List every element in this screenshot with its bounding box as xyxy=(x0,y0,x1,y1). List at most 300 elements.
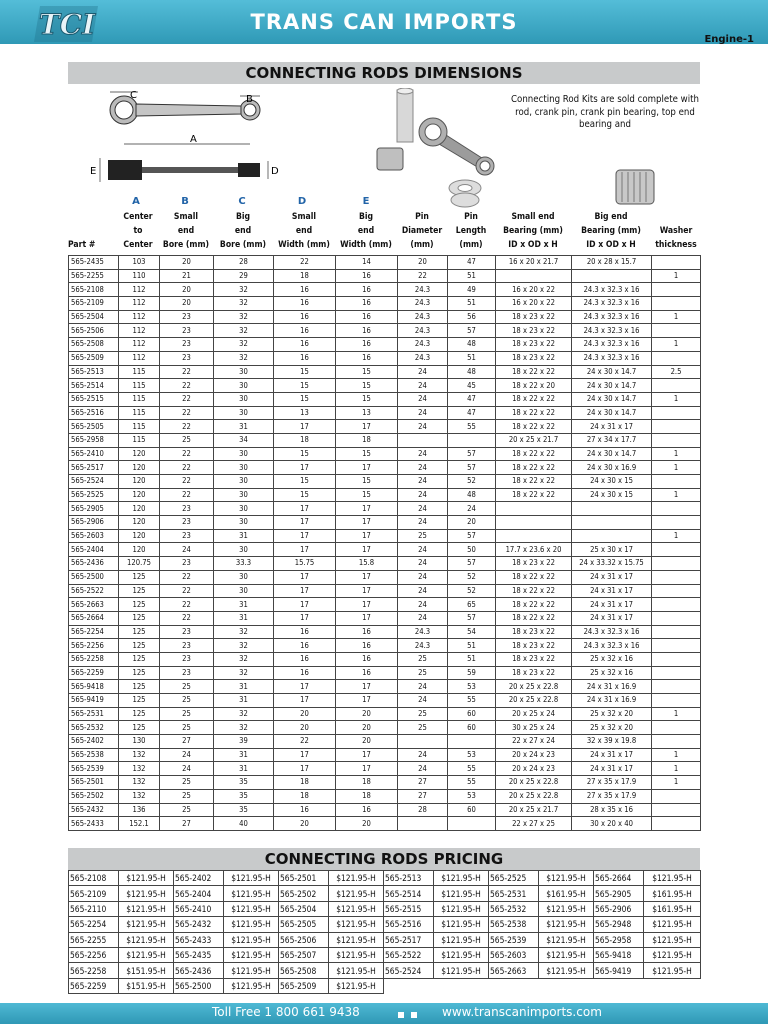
table-cell: 52 xyxy=(448,570,496,584)
table-cell: 23 xyxy=(160,529,214,543)
footer-url[interactable]: www.transcanimports.com xyxy=(442,1005,602,1019)
price-value: $121.95-H xyxy=(539,963,594,978)
table-cell: 39 xyxy=(214,735,274,749)
table-cell: 60 xyxy=(448,721,496,735)
dimensions-title: CONNECTING RODS DIMENSIONS xyxy=(68,62,700,84)
table-cell: 27 xyxy=(398,789,448,803)
table-cell: 18 x 22 x 22 xyxy=(496,584,572,598)
price-part-number: 565-2254 xyxy=(69,917,119,932)
price-part-number: 565-2663 xyxy=(489,963,539,978)
table-cell: 20 x 25 x 21.7 xyxy=(496,433,572,447)
table-cell: 15 xyxy=(336,488,398,502)
table-cell: 20 xyxy=(160,256,214,270)
table-row xyxy=(69,310,701,324)
table-cell: 24.3 x 32.3 x 16 xyxy=(572,639,652,653)
price-value: $121.95-H xyxy=(434,932,489,947)
table-row xyxy=(69,789,701,803)
header-title: TRANS CAN IMPORTS xyxy=(250,10,518,34)
table-cell: 22 xyxy=(160,392,214,406)
table-cell: 57 xyxy=(448,324,496,338)
table-cell: 132 xyxy=(119,762,160,776)
table-cell: 15 xyxy=(274,475,336,489)
table-row xyxy=(69,351,701,365)
table-row xyxy=(69,269,701,283)
table-cell: 565-2255 xyxy=(69,269,119,283)
table-cell: 24 xyxy=(398,543,448,557)
diagram-label-a: A xyxy=(190,134,197,145)
table-cell: 17 xyxy=(336,748,398,762)
header-center: Center to Center xyxy=(123,212,153,250)
table-cell: 17 xyxy=(336,529,398,543)
price-value: $121.95-H xyxy=(434,886,489,901)
connecting-rod-diagram xyxy=(90,88,280,198)
table-cell: 55 xyxy=(448,694,496,708)
price-row xyxy=(69,978,701,993)
price-row xyxy=(69,947,701,962)
table-cell: 120 xyxy=(119,516,160,530)
table-cell: 565-2436 xyxy=(69,557,119,571)
price-value: $121.95-H xyxy=(434,963,489,978)
table-cell: 13 xyxy=(274,406,336,420)
table-row xyxy=(69,598,701,612)
table-cell: 24.3 x 32.3 x 16 xyxy=(572,297,652,311)
price-row xyxy=(69,932,701,947)
table-cell: 15 xyxy=(336,365,398,379)
table-cell: 15.8 xyxy=(336,557,398,571)
table-cell: 15 xyxy=(274,488,336,502)
table-cell: 22 x 27 x 24 xyxy=(496,735,572,749)
table-cell: 30 xyxy=(214,570,274,584)
table-cell: 24 xyxy=(398,392,448,406)
table-cell: 1 xyxy=(652,488,701,502)
table-cell: 24 x 31 x 17 xyxy=(572,584,652,598)
table-cell: 110 xyxy=(119,269,160,283)
table-cell: 24.3 xyxy=(398,625,448,639)
table-cell: 565-2108 xyxy=(69,283,119,297)
table-cell xyxy=(652,694,701,708)
table-cell: 45 xyxy=(448,379,496,393)
table-cell: 115 xyxy=(119,406,160,420)
col-letter-a: A xyxy=(132,196,140,207)
table-cell: 47 xyxy=(448,392,496,406)
table-cell xyxy=(652,721,701,735)
table-cell: 49 xyxy=(448,283,496,297)
price-part-number: 565-2432 xyxy=(174,917,224,932)
table-cell: 20 xyxy=(336,735,398,749)
table-row xyxy=(69,748,701,762)
table-cell: 20 xyxy=(274,721,336,735)
table-cell: 17 xyxy=(274,461,336,475)
table-cell: 24 xyxy=(398,475,448,489)
price-value: $121.95-H xyxy=(119,947,174,962)
table-cell: 30 xyxy=(214,516,274,530)
table-cell: 565-2506 xyxy=(69,324,119,338)
table-row xyxy=(69,447,701,461)
table-cell: 17 xyxy=(336,516,398,530)
table-cell: 24.3 xyxy=(398,283,448,297)
price-value: $121.95-H xyxy=(644,917,701,932)
price-value: $121.95-H xyxy=(539,917,594,932)
table-cell: 22 xyxy=(160,488,214,502)
table-cell: 27 x 34 x 17.7 xyxy=(572,433,652,447)
footer-phone: Toll Free 1 800 661 9438 xyxy=(212,1005,360,1019)
table-cell: 18 x 22 x 22 xyxy=(496,611,572,625)
table-cell: 565-2958 xyxy=(69,433,119,447)
table-cell: 24.3 xyxy=(398,639,448,653)
table-cell: 31 xyxy=(214,529,274,543)
price-part-number: 565-2258 xyxy=(69,963,119,978)
price-value: $121.95-H xyxy=(329,901,384,916)
table-cell: 565-9419 xyxy=(69,694,119,708)
table-cell: 55 xyxy=(448,762,496,776)
table-cell: 120 xyxy=(119,488,160,502)
table-cell xyxy=(496,269,572,283)
table-cell: 22 xyxy=(160,598,214,612)
table-cell xyxy=(652,652,701,666)
table-row xyxy=(69,639,701,653)
table-cell: 24 xyxy=(398,598,448,612)
price-part-number: 565-2532 xyxy=(489,901,539,916)
table-cell: 565-2516 xyxy=(69,406,119,420)
table-cell: 17 xyxy=(274,516,336,530)
table-row xyxy=(69,392,701,406)
table-cell: 51 xyxy=(448,652,496,666)
table-cell: 17 xyxy=(336,570,398,584)
table-cell: 16 xyxy=(274,652,336,666)
price-part-number: 565-2109 xyxy=(69,886,119,901)
table-row xyxy=(69,420,701,434)
table-cell: 24 x 31 x 17 xyxy=(572,611,652,625)
table-cell: 125 xyxy=(119,666,160,680)
table-cell: 17 xyxy=(336,502,398,516)
table-cell: 24 x 30 x 14.7 xyxy=(572,365,652,379)
table-cell: 32 xyxy=(214,721,274,735)
table-cell: 47 xyxy=(448,406,496,420)
table-cell: 30 xyxy=(214,584,274,598)
footer-square-2 xyxy=(411,1012,417,1018)
table-cell: 25 xyxy=(160,721,214,735)
table-cell: 17 xyxy=(336,611,398,625)
price-value: $121.95-H xyxy=(434,901,489,916)
table-cell: 18 x 22 x 22 xyxy=(496,406,572,420)
price-value: $121.95-H xyxy=(224,947,279,962)
table-cell: 16 xyxy=(274,625,336,639)
table-cell: 565-9418 xyxy=(69,680,119,694)
table-cell xyxy=(652,557,701,571)
table-cell: 23 xyxy=(160,652,214,666)
price-value: $121.95-H xyxy=(329,963,384,978)
table-row xyxy=(69,680,701,694)
table-cell: 16 xyxy=(336,283,398,297)
table-cell xyxy=(496,529,572,543)
price-value: $121.95-H xyxy=(119,886,174,901)
header-washer: Washer thickness xyxy=(655,226,697,250)
table-row xyxy=(69,256,701,270)
table-cell: 24.3 x 32.3 x 16 xyxy=(572,324,652,338)
col-letter-e: E xyxy=(362,196,370,207)
price-value: $121.95-H xyxy=(224,871,279,886)
table-cell: 17.7 x 23.6 x 20 xyxy=(496,543,572,557)
price-part-number: 565-9419 xyxy=(594,963,644,978)
price-value: $121.95-H xyxy=(644,947,701,962)
table-row xyxy=(69,461,701,475)
table-cell: 32 xyxy=(214,324,274,338)
table-cell: 24 x 33.32 x 15.75 xyxy=(572,557,652,571)
table-cell: 30 xyxy=(214,488,274,502)
price-value: $121.95-H xyxy=(329,917,384,932)
table-cell: 57 xyxy=(448,461,496,475)
table-row xyxy=(69,694,701,708)
table-cell xyxy=(652,502,701,516)
table-cell: 27 x 35 x 17.9 xyxy=(572,789,652,803)
price-part-number: 565-2436 xyxy=(174,963,224,978)
table-row xyxy=(69,365,701,379)
table-cell xyxy=(652,680,701,694)
table-cell: 565-2109 xyxy=(69,297,119,311)
price-part-number: 565-2504 xyxy=(279,901,329,916)
table-cell: 17 xyxy=(336,584,398,598)
table-cell xyxy=(652,735,701,749)
table-cell: 18 xyxy=(336,776,398,790)
table-cell: 28 xyxy=(214,256,274,270)
price-part-number: 565-2255 xyxy=(69,932,119,947)
table-cell: 24 xyxy=(398,488,448,502)
price-part-number: 565-2502 xyxy=(279,886,329,901)
diagram-label-c: C xyxy=(130,90,137,101)
table-cell: 115 xyxy=(119,379,160,393)
price-part-number: 565-2256 xyxy=(69,947,119,962)
table-cell: 25 xyxy=(398,652,448,666)
price-value: $121.95-H xyxy=(539,901,594,916)
diagram-label-e: E xyxy=(90,166,97,177)
price-part-number: 565-2905 xyxy=(594,886,644,901)
price-part-number: 565-2958 xyxy=(594,932,644,947)
table-cell: 20 x 25 x 22.8 xyxy=(496,776,572,790)
table-cell: 23 xyxy=(160,324,214,338)
table-cell: 23 xyxy=(160,502,214,516)
price-value: $121.95-H xyxy=(539,932,594,947)
price-part-number: 565-2515 xyxy=(384,901,434,916)
table-cell: 16 xyxy=(336,652,398,666)
table-cell: 20 x 25 x 24 xyxy=(496,707,572,721)
table-cell: 16 xyxy=(336,639,398,653)
table-cell: 25 xyxy=(398,666,448,680)
kit-note: Connecting Rod Kits are sold complete with rod, crank pin, crank pin bearing, top end bearing and xyxy=(511,94,699,130)
table-cell xyxy=(652,666,701,680)
table-row xyxy=(69,406,701,420)
table-cell: 565-2435 xyxy=(69,256,119,270)
table-cell: 35 xyxy=(214,776,274,790)
table-cell: 125 xyxy=(119,639,160,653)
table-cell: 24 x 31 x 17 xyxy=(572,762,652,776)
table-cell: 59 xyxy=(448,666,496,680)
table-row xyxy=(69,433,701,447)
price-row xyxy=(69,901,701,916)
table-cell: 24 x 30 x 14.7 xyxy=(572,392,652,406)
table-cell: 130 xyxy=(119,735,160,749)
table-cell: 31 xyxy=(214,762,274,776)
table-cell: 16 xyxy=(336,324,398,338)
price-part-number: 565-2110 xyxy=(69,901,119,916)
table-cell: 24 xyxy=(398,406,448,420)
diagram-label-d: D xyxy=(271,166,279,177)
header-pin-diameter: Pin Diameter (mm) xyxy=(401,212,443,250)
table-cell: 565-2906 xyxy=(69,516,119,530)
table-cell: 31 xyxy=(214,680,274,694)
table-cell: 22 xyxy=(160,420,214,434)
table-cell: 1 xyxy=(652,269,701,283)
table-cell: 24 x 30 x 16.9 xyxy=(572,461,652,475)
table-cell: 17 xyxy=(274,543,336,557)
table-cell: 48 xyxy=(448,488,496,502)
col-letter-c: C xyxy=(238,196,246,207)
header-part: Part # xyxy=(68,240,96,250)
table-cell: 22 xyxy=(160,584,214,598)
table-cell: 25 xyxy=(160,803,214,817)
table-cell: 57 xyxy=(448,611,496,625)
table-cell: 18 x 22 x 20 xyxy=(496,379,572,393)
table-cell: 23 xyxy=(160,351,214,365)
table-cell: 25 xyxy=(160,680,214,694)
table-row xyxy=(69,488,701,502)
table-cell: 18 x 22 x 22 xyxy=(496,570,572,584)
table-cell: 152.1 xyxy=(119,817,160,831)
table-cell: 565-2402 xyxy=(69,735,119,749)
table-cell: 1 xyxy=(652,529,701,543)
table-cell: 15 xyxy=(274,447,336,461)
table-cell: 20 xyxy=(398,256,448,270)
table-cell: 565-2539 xyxy=(69,762,119,776)
footer-band xyxy=(0,1003,768,1024)
table-cell: 18 xyxy=(274,433,336,447)
table-cell: 24 xyxy=(398,680,448,694)
header-big-width: Big end Width (mm) xyxy=(340,212,392,250)
pricing-title: CONNECTING RODS PRICING xyxy=(68,848,700,870)
table-cell: 16 xyxy=(274,338,336,352)
table-cell: 22 xyxy=(160,461,214,475)
table-cell: 24.3 x 32.3 x 16 xyxy=(572,625,652,639)
table-cell: 29 xyxy=(214,269,274,283)
col-letter-d: D xyxy=(297,196,307,207)
table-cell: 565-2508 xyxy=(69,338,119,352)
table-row xyxy=(69,324,701,338)
table-cell: 17 xyxy=(336,420,398,434)
table-cell: 13 xyxy=(336,406,398,420)
price-part-number: 565-2507 xyxy=(279,947,329,962)
table-cell: 18 x 23 x 22 xyxy=(496,324,572,338)
table-row xyxy=(69,762,701,776)
table-cell: 51 xyxy=(448,297,496,311)
table-cell: 24 xyxy=(160,748,214,762)
price-value: $161.95-H xyxy=(644,886,701,901)
price-value: $121.95-H xyxy=(644,963,701,978)
table-cell: 17 xyxy=(336,680,398,694)
table-cell: 24 xyxy=(448,502,496,516)
price-row xyxy=(69,871,701,886)
table-cell: 132 xyxy=(119,776,160,790)
table-cell: 120 xyxy=(119,461,160,475)
table-cell xyxy=(652,379,701,393)
table-cell: 55 xyxy=(448,420,496,434)
price-part-number: 565-2603 xyxy=(489,947,539,962)
table-cell: 18 x 22 x 22 xyxy=(496,488,572,502)
table-cell: 125 xyxy=(119,598,160,612)
price-part-number: 565-2514 xyxy=(384,886,434,901)
rod-kit-photo xyxy=(365,88,515,208)
table-cell: 565-2504 xyxy=(69,310,119,324)
table-cell: 18 x 22 x 22 xyxy=(496,475,572,489)
table-cell: 25 xyxy=(160,776,214,790)
price-part-number: 565-2108 xyxy=(69,871,119,886)
price-row xyxy=(69,917,701,932)
table-row xyxy=(69,611,701,625)
table-cell xyxy=(652,283,701,297)
price-part-number: 565-2525 xyxy=(489,871,539,886)
price-value: $121.95-H xyxy=(329,932,384,947)
table-cell: 2.5 xyxy=(652,365,701,379)
table-cell: 1 xyxy=(652,776,701,790)
price-part-number: 565-2524 xyxy=(384,963,434,978)
price-part-number: 565-2505 xyxy=(279,917,329,932)
table-cell: 18 x 22 x 22 xyxy=(496,598,572,612)
table-cell: 31 xyxy=(214,694,274,708)
table-cell: 27 xyxy=(398,776,448,790)
price-part-number: 565-2513 xyxy=(384,871,434,886)
table-cell: 103 xyxy=(119,256,160,270)
table-cell: 17 xyxy=(336,694,398,708)
table-cell: 16 xyxy=(274,324,336,338)
table-cell: 125 xyxy=(119,721,160,735)
price-value xyxy=(434,978,489,993)
price-value: $121.95-H xyxy=(224,917,279,932)
table-cell xyxy=(652,406,701,420)
table-cell: 24 xyxy=(160,762,214,776)
table-cell: 24 xyxy=(160,543,214,557)
table-cell xyxy=(652,297,701,311)
table-cell: 54 xyxy=(448,625,496,639)
price-part-number: 565-2259 xyxy=(69,978,119,993)
table-cell xyxy=(652,433,701,447)
table-cell: 32 xyxy=(214,652,274,666)
table-cell: 125 xyxy=(119,707,160,721)
price-value: $121.95-H xyxy=(329,978,384,993)
table-cell: 53 xyxy=(448,680,496,694)
price-value: $121.95-H xyxy=(224,978,279,993)
table-cell xyxy=(572,516,652,530)
table-cell: 30 xyxy=(214,365,274,379)
table-cell: 60 xyxy=(448,707,496,721)
table-cell: 18 x 23 x 22 xyxy=(496,666,572,680)
table-row xyxy=(69,557,701,571)
price-value: $121.95-H xyxy=(329,947,384,962)
table-cell: 30 x 20 x 40 xyxy=(572,817,652,831)
table-cell: 20 x 28 x 15.7 xyxy=(572,256,652,270)
table-cell: 565-2509 xyxy=(69,351,119,365)
table-cell: 24.3 xyxy=(398,324,448,338)
table-row xyxy=(69,584,701,598)
table-cell: 112 xyxy=(119,310,160,324)
table-cell: 24.3 xyxy=(398,351,448,365)
table-cell: 16 xyxy=(274,803,336,817)
table-cell: 24 xyxy=(398,516,448,530)
table-cell: 48 xyxy=(448,338,496,352)
table-cell: 125 xyxy=(119,680,160,694)
table-cell: 56 xyxy=(448,310,496,324)
table-cell: 17 xyxy=(336,762,398,776)
table-cell: 18 x 23 x 22 xyxy=(496,652,572,666)
table-cell: 112 xyxy=(119,283,160,297)
table-cell: 18 x 22 x 22 xyxy=(496,365,572,379)
